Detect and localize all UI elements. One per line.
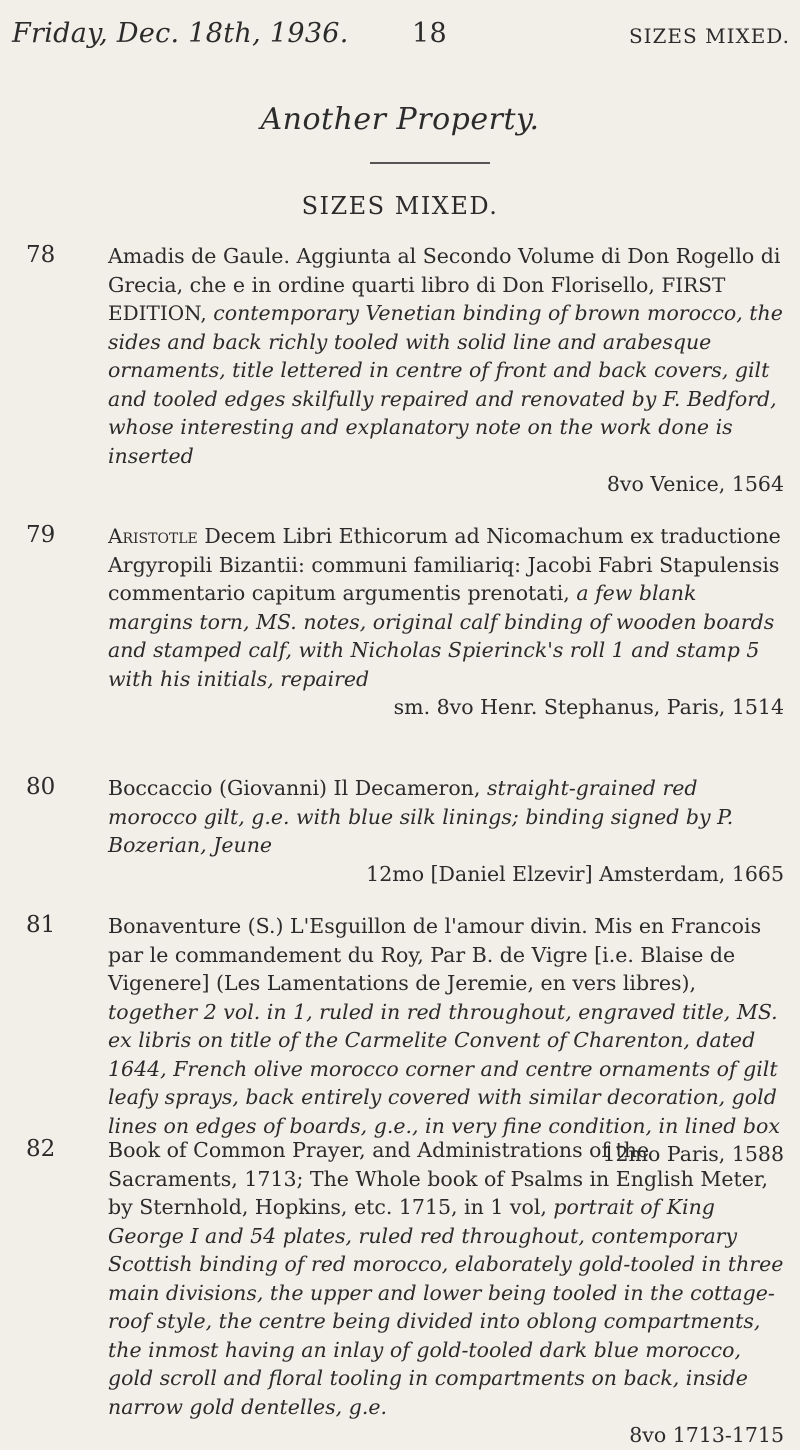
lot-title: Amadis de Gaule. Aggiunta al Secondo Volume di Don Rogello di Grecia, che e in ordine quarti libro di Don Florisello, [108,244,781,297]
section-title [0,102,800,137]
divider [370,162,490,164]
lot-description [108,774,784,888]
section-subtitle: SIZES MIXED. [301,192,499,220]
lot-number: 78 [26,242,56,268]
lot-title: Boccaccio (Giovanni) Il Decameron, [108,776,481,800]
lot-title: Decem Libri Ethicorum ad Nicomachum ex traductione Argyropili Bizantii: communi familiariq: Jacobi Fabri Stapulensis commentario capitum argumentis prenotati, [108,524,781,605]
lot-imprint: 12mo [Daniel Elzevir] Amsterdam, 1665 [366,861,784,886]
lot-imprint: 8vo 1713-1715 [629,1423,784,1447]
lot-number: 79 [26,522,56,548]
lot-edition: FIRST EDITION, [108,272,726,325]
lot-binding-note: together 2 vol. in 1, ruled in red throughout, engraved title, MS. ex libris on title of the Carmelite Convent of Charenton, dated 1644, French olive morocco corner and centre ornaments of gilt leafy sprays, back entirely covered with similar decoration, gold lines on edges of boards, g.e., in very fine condition, in lined box [108,999,780,1138]
lot-description [108,522,784,722]
page-number: 18 [412,18,447,49]
lot-title: Bonaventure (S.) L'Esguillon de l'amour divin. Mis en Francois par le commandement du Roy, Par B. de Vigre [i.e. Blaise de Vigenere] (Les Lamentations de Jeremie, en vers libres), [108,914,762,995]
lot-description [108,1136,784,1450]
lot-title: Book of Common Prayer, and Administrations of the Sacraments, 1713; The Whole book of Psalms in English Meter, by Sternhold, Hopkins, etc. 1715, in 1 vol, [108,1138,768,1219]
lot-author: Aristotle [108,524,198,548]
lot-imprint: 8vo Venice, 1564 [606,472,784,496]
lot-imprint: 12mo Paris, 1588 [602,1142,784,1166]
lot-number: 81 [26,912,56,938]
running-head-section: SIZES MIXED. [628,24,790,48]
lot-description [108,242,784,499]
lot-binding-note: portrait of King George I and 54 plates, ruled red throughout, contemporary Scottish binding of red morocco, elaborately gold-tooled in three main divisions, the upper and lower being tooled in the cottage-roof style, the centre being divided into oblong compartments, the inmost having an inlay of gold-tooled dark blue morocco, gold scroll and floral tooling in compartments on back, inside narrow gold dentelles, g.e. [108,1195,784,1419]
lot-number: 82 [26,1136,56,1162]
section-title-text: Another Property. [260,102,540,137]
lot-number: 80 [26,774,56,800]
lot-imprint: sm. 8vo Henr. Stephanus, Paris, 1514 [393,695,784,719]
running-head-date: Friday, Dec. 18th, 1936. [12,18,349,49]
lot-binding-note: contemporary Venetian binding of brown morocco, the sides and back richly tooled with solid line and arabesque ornaments, title lettered in centre of front and back covers, gilt and tooled edges skilfully repaired and renovated by F. Bedford, whose interesting and explanatory note on the work done is inserted [108,301,783,468]
lot-binding-note: a few blank margins torn, MS. notes, original calf binding of wooden boards and stamped calf, with Nicholas Spierinck's roll 1 and stamp 5 with his initials, repaired [108,581,775,691]
lot-description [108,912,784,1169]
lot-binding-note: straight-grained red morocco gilt, g.e. with blue silk linings; binding signed by P. Bozerian, Jeune [108,776,734,857]
